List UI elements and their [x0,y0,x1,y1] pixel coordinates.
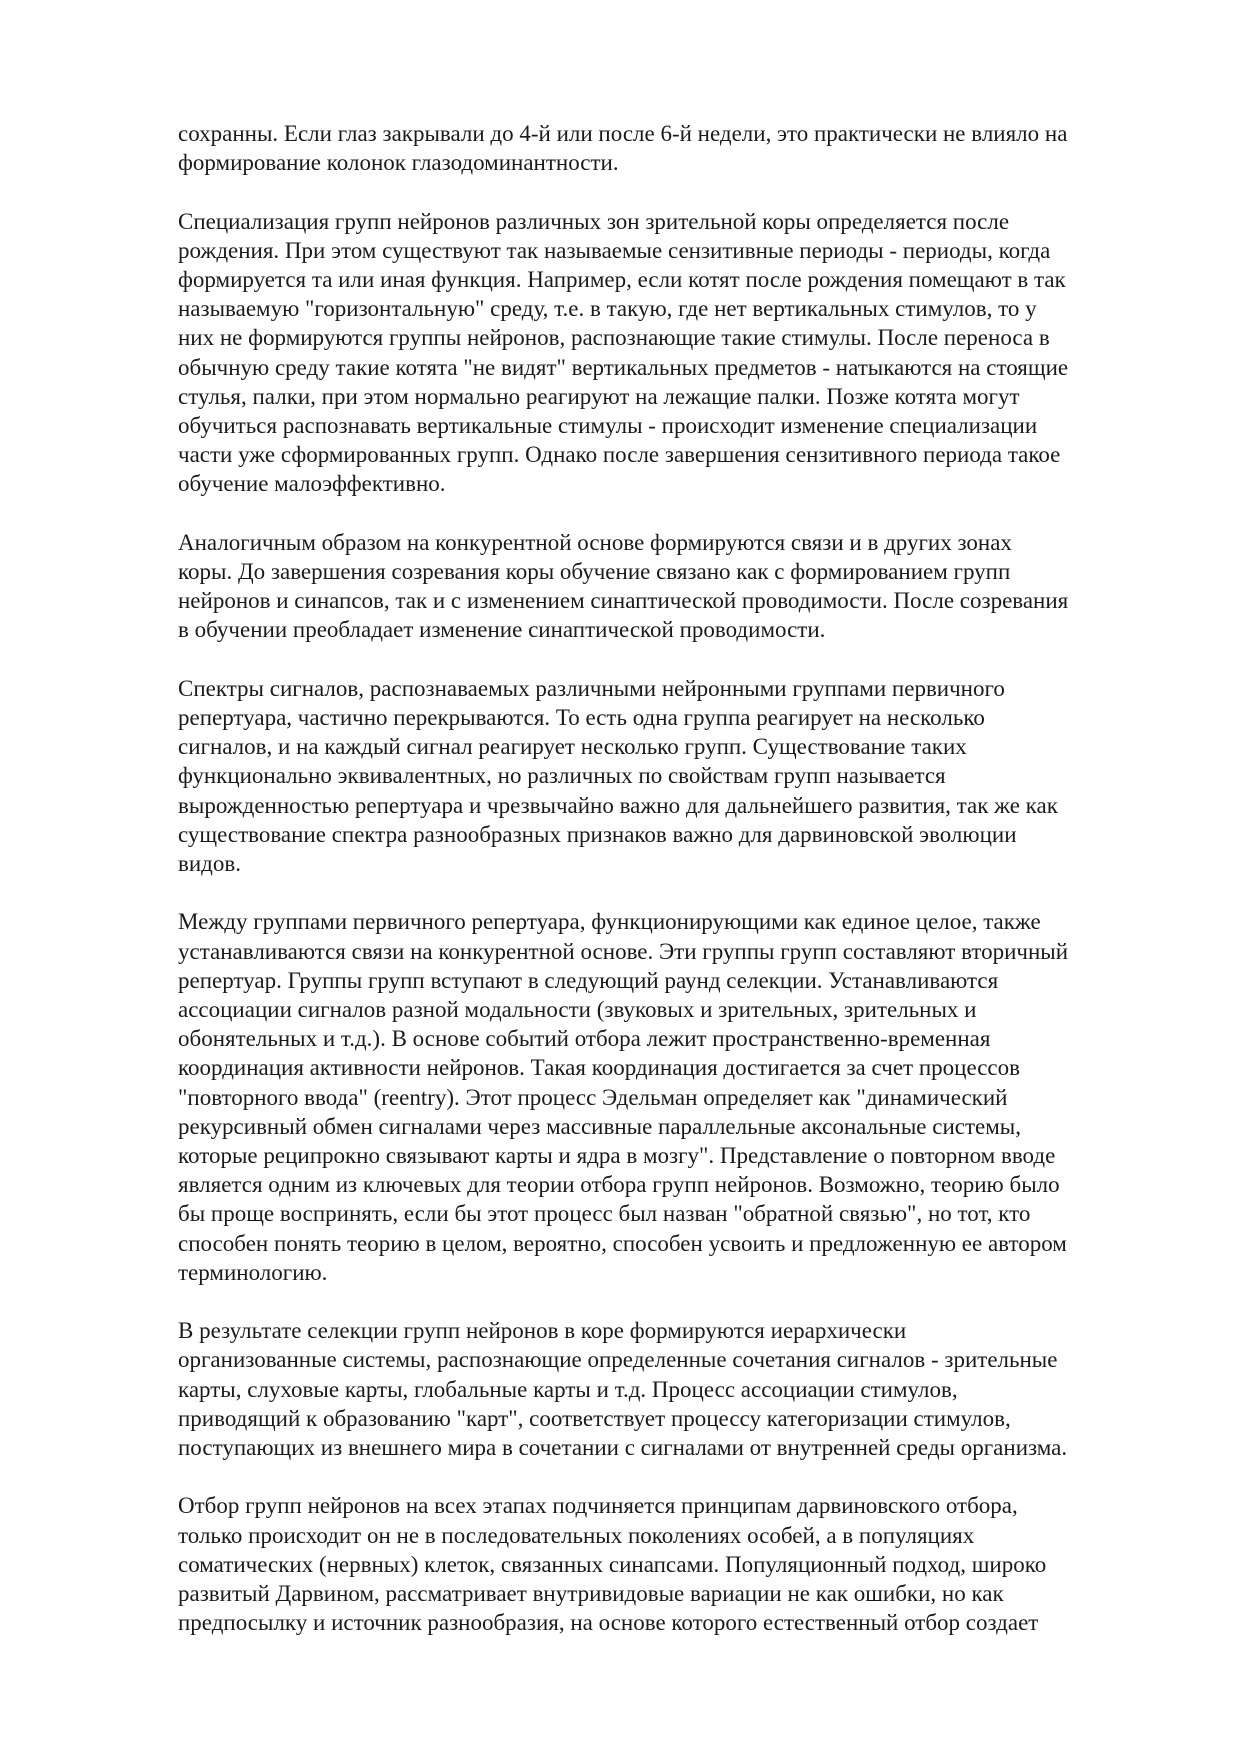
text-line: сохранны. Если глаз закрывали до 4-й или после 6-й недели, это практически не влияло на [178,121,1068,146]
text-line: организованные системы, распознающие определенные сочетания сигналов - зрительные [178,1347,1058,1373]
text-line: называемую "горизонтальную" среду, т.е. в такую, где нет вертикальных стимулов, то у [178,296,1037,322]
text-line: части уже сформированных групп. Однако после завершения сензитивного периода такое [178,442,1061,468]
text-line: функционально эквивалентных, но различных по свойствам групп называется [178,763,946,789]
text-line: репертуара, частично перекрываются. То есть одна группа реагирует на несколько [178,705,985,731]
text-line: видов. [178,851,241,877]
paragraph-5 [178,907,1168,1287]
text-line: "повторного ввода" (reentry). Этот процесс Эдельман определяет как "динамический [178,1084,1008,1110]
text-line: Спектры сигналов, распознаваемых различными нейронными группами первичного [178,675,1005,701]
paragraph-1 [178,119,1168,177]
paragraph-7 [178,1491,1168,1637]
text-line: существование спектра разнообразных признаков важно для дарвиновской эволюции [178,821,1017,847]
text-line: формирование колонок глазодоминантности. [178,150,619,176]
text-line: рождения. При этом существуют так называемые сензитивные периоды - периоды, когда [178,237,1051,263]
text-line: обучение малоэффективно. [178,471,446,497]
text-line: нейронов и синапсов, так и с изменением синаптической проводимости. После созревания [178,588,1069,614]
text-line: приводящий к образованию "карт", соответствует процессу категоризации стимулов, [178,1405,1011,1431]
text-line: В результате селекции групп нейронов в коре формируются иерархически [178,1318,907,1344]
paragraph-2 [178,207,1168,499]
text-line: репертуар. Группы групп вступают в следующий раунд селекции. Устанавливаются [178,967,999,993]
text-line: Между группами первичного репертуара, функционирующими как единое целое, также [178,909,1041,935]
text-line: Отбор групп нейронов на всех этапах подчиняется принципам дарвиновского отбора, [178,1493,1018,1519]
text-line: вырожденностью репертуара и чрезвычайно важно для дальнейшего развития, так же как [178,792,1058,818]
text-line: развитый Дарвином, рассматривает внутривидовые вариации не как ошибки, но как [178,1581,1004,1607]
text-line: только происходит он не в последовательных поколениях особей, а в популяциях [178,1522,975,1548]
text-line: обычную среду такие котята "не видят" вертикальных предметов - натыкаются на стоящие [178,354,1069,380]
text-line: является одним из ключевых для теории отбора групп нейронов. Возможно, теорию было [178,1172,1060,1198]
text-line: ассоциации сигналов разной модальности (звуковых и зрительных, зрительных и [178,997,977,1023]
text-line: соматических (нервных) клеток, связанных синапсами. Популяционный подход, широко [178,1551,1047,1577]
text-line: обучиться распознавать вертикальные стимулы - происходит изменение специализации [178,413,1038,439]
text-line: устанавливаются связи на конкурентной основе. Эти группы групп составляют вторичный [178,938,1069,964]
text-line: которые реципрокно связывают карты и ядра в мозгу". Представление о повторном вводе [178,1143,1056,1169]
text-line: координация активности нейронов. Такая координация достигается за счет процессов [178,1055,1021,1081]
text-line: терминологию. [178,1259,328,1285]
text-line: карты, слуховые карты, глобальные карты и т.д. Процесс ассоциации стимулов, [178,1376,958,1402]
paragraph-6 [178,1316,1168,1462]
text-line: способен понять теорию в целом, вероятно, способен усвоить и предложенную ее автором [178,1230,1067,1256]
text-line: Специализация групп нейронов различных зон зрительной коры определяется после [178,208,1010,234]
text-line: сигналов, и на каждый сигнал реагирует несколько групп. Существование таких [178,734,967,760]
text-line: стулья, палки, при этом нормально реагируют на лежащие палки. Позже котята могут [178,383,1020,409]
text-line: Аналогичным образом на конкурентной основе формируются связи и в других зонах [178,529,1012,555]
text-line: поступающих из внешнего мира в сочетании с сигналами от внутренней среды организма. [178,1435,1068,1461]
text-line: рекурсивный обмен сигналами через массивные параллельные аксональные системы, [178,1113,1021,1139]
paragraph-4 [178,674,1168,878]
text-line: бы проще воспринять, если бы этот процесс был назван "обратной связью", но тот, кто [178,1201,1031,1227]
text-line: коры. До завершения созревания коры обучение связано как с формированием групп [178,559,1011,585]
text-line: в обучении преобладает изменение синаптической проводимости. [178,617,826,643]
text-line: формируется та или иная функция. Например, если котят после рождения помещают в так [178,267,1066,292]
paragraph-3 [178,528,1168,645]
text-line: предпосылку и источник разнообразия, на основе которого естественный отбор создает [178,1610,1039,1636]
text-column [178,119,1168,1667]
text-line: них не формируются группы нейронов, распознающие такие стимулы. После переноса в [178,325,1050,351]
text-line: обонятельных и т.д.). В основе событий отбора лежит пространственно-временная [178,1026,991,1052]
